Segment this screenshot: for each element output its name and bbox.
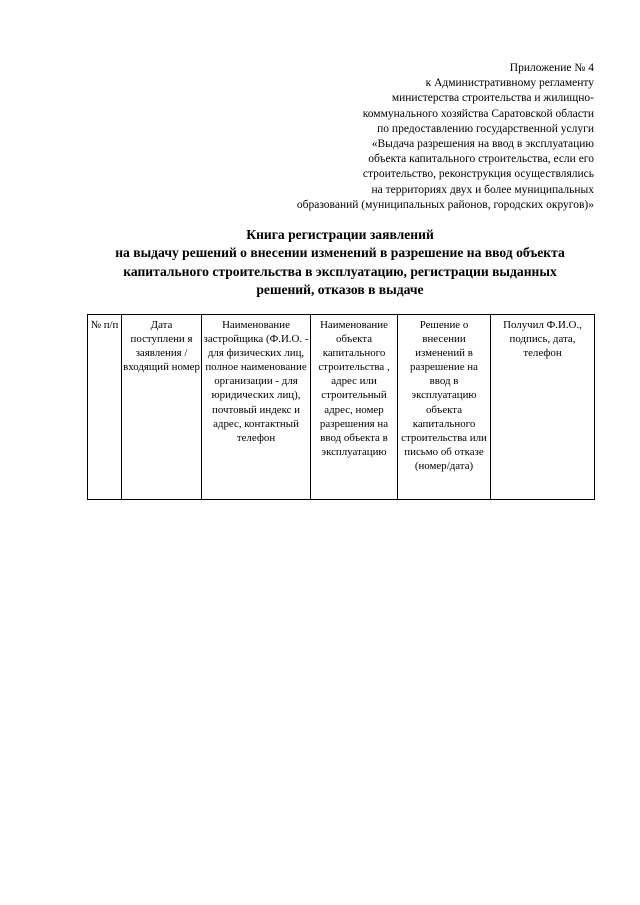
column-header-received: Получил Ф.И.О., подпись, дата, телефон: [491, 315, 595, 500]
table-header-row: [88, 315, 595, 500]
appendix-line: по предоставлению государственной услуги: [377, 122, 594, 135]
title-line: капитального строительства в эксплуатацию, регистрации выданных: [123, 263, 557, 279]
title-line: Книга регистрации заявлений: [246, 227, 434, 242]
appendix-line: к Административному регламенту: [425, 77, 594, 90]
appendix-line: на территориях двух и более муниципальных: [371, 183, 594, 196]
column-header-developer: Наименование застройщика (Ф.И.О. - для физических лиц, полное наименование организации - для юридических лиц), почтовый индекс и адрес, контактный телефон: [202, 315, 311, 500]
title-line: решений, отказов в выдаче: [256, 282, 424, 298]
title-line: на выдачу решений о внесении изменений в разрешение на ввод объекта: [115, 245, 565, 261]
appendix-line: строительство, реконструкция осуществлялись: [362, 168, 594, 181]
column-header-number: № п/п: [88, 315, 122, 500]
register-table: [87, 314, 595, 500]
appendix-block: [234, 61, 594, 213]
appendix-line: Приложение № 4: [509, 62, 594, 74]
column-header-object: Наименование объекта капитального строительства , адрес или строительный адрес, номер разрешения на ввод объекта в эксплуатацию: [311, 315, 398, 500]
column-header-decision: Решение о внесении изменений в разрешение на ввод в эксплуатацию объекта капитального строительства или письмо об отказе (номер/дата): [398, 315, 491, 500]
column-header-date: Дата поступлени я заявления / входящий номер: [122, 315, 202, 500]
appendix-line: объекта капитального строительства, если его: [368, 153, 594, 166]
appendix-line: образований (муниципальных районов, городских округов)»: [296, 198, 594, 211]
appendix-line: коммунального хозяйства Саратовской области: [362, 107, 594, 120]
appendix-line: «Выдача разрешения на ввод в эксплуатацию: [371, 138, 594, 151]
document-title: [60, 226, 620, 300]
appendix-line: министерства строительства и жилищно-: [391, 92, 594, 105]
